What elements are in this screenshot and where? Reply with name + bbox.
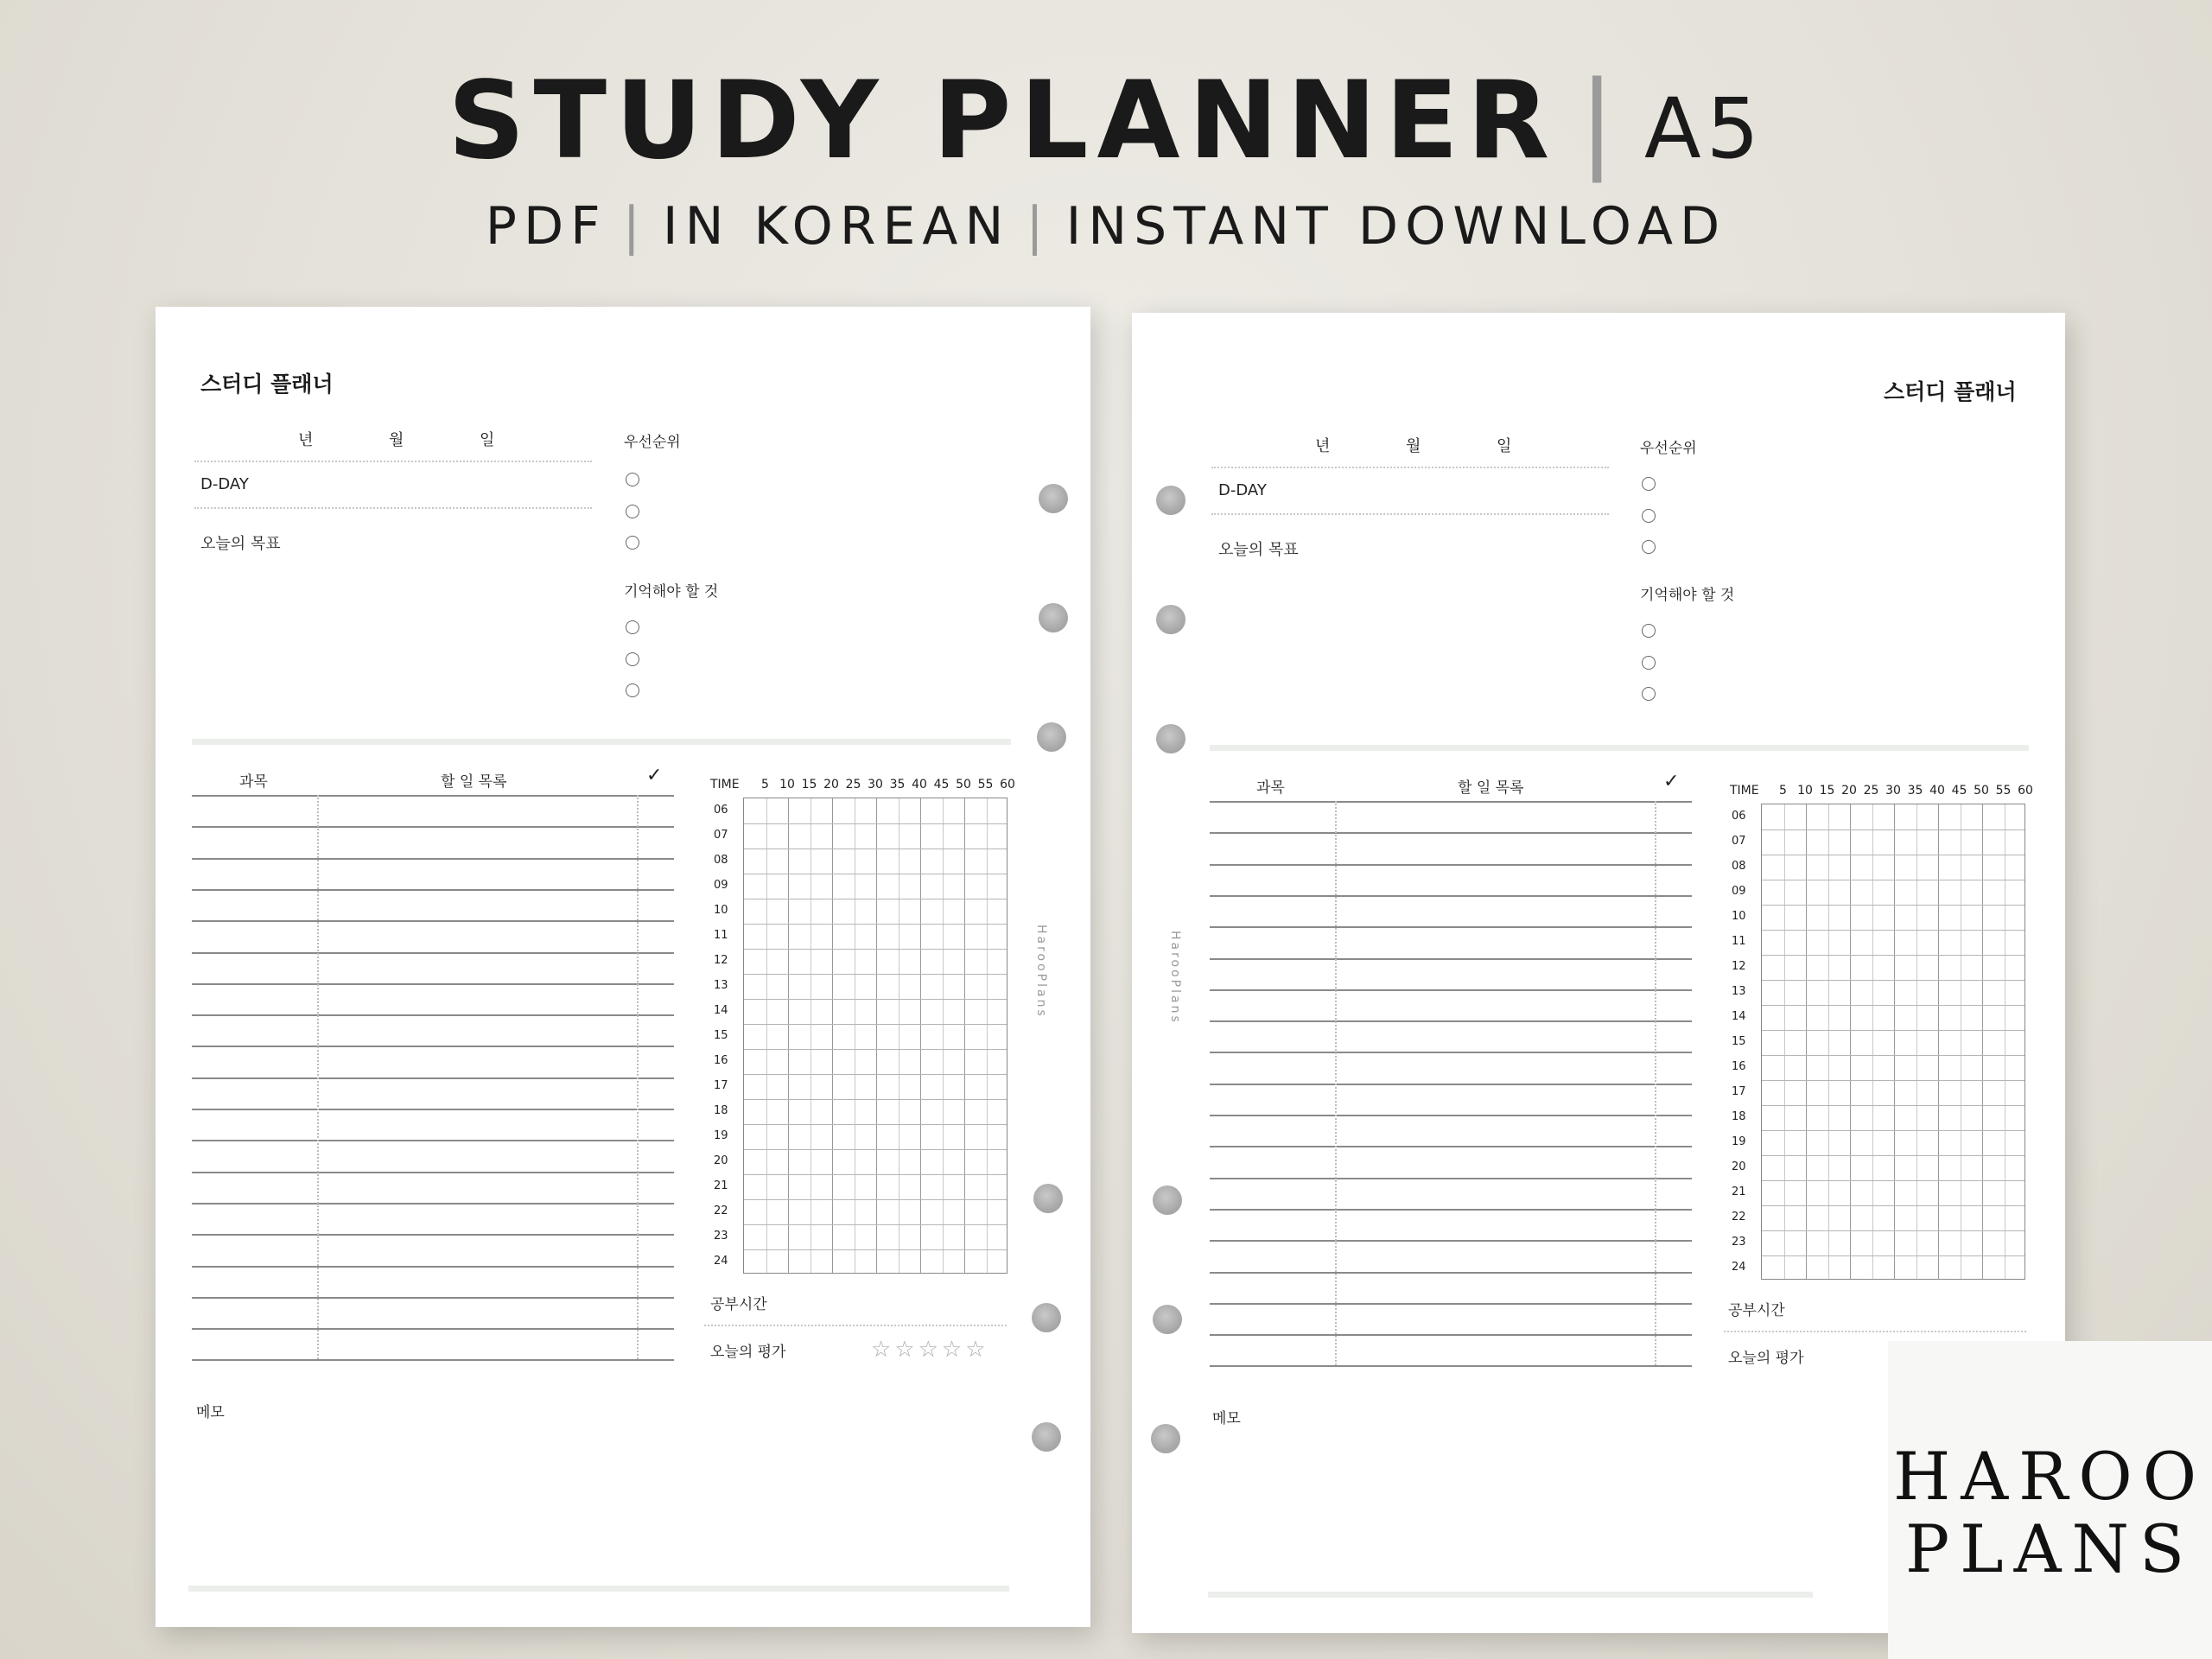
grid-row-line — [1762, 1255, 2024, 1256]
minute-label: 35 — [889, 778, 906, 791]
brand-logo — [1888, 1341, 2212, 1659]
grid-row-line — [744, 823, 1007, 824]
hour-label: 10 — [1732, 910, 1746, 923]
minute-label: 5 — [761, 778, 769, 791]
hour-label: 13 — [1732, 985, 1746, 998]
hero-title — [0, 60, 2212, 189]
hour-label: 13 — [714, 979, 728, 992]
priority-checkbox[interactable] — [1642, 540, 1656, 554]
grid-row-line — [1762, 1180, 2024, 1181]
hour-label: 14 — [1732, 1010, 1746, 1023]
hour-label: 23 — [1732, 1236, 1746, 1249]
hour-label: 20 — [1732, 1160, 1746, 1173]
todo-header: 할 일 목록 — [1458, 779, 1524, 797]
study-time-label: 공부시간 — [710, 1296, 767, 1313]
hour-label: 07 — [714, 829, 728, 842]
hour-label: 07 — [1732, 835, 1746, 848]
grid-column-line — [810, 798, 811, 1273]
grid-column-line — [1784, 804, 1785, 1279]
grid-row-line — [1762, 1105, 2024, 1106]
todo-row[interactable] — [1210, 958, 1692, 960]
minute-label: 35 — [1907, 784, 1923, 798]
memo-label: 메모 — [196, 1404, 225, 1421]
todo-column-divider — [1655, 801, 1656, 1365]
grid-column-line — [1850, 804, 1851, 1279]
minute-label: 10 — [1797, 784, 1813, 798]
grid-row-line — [1762, 1080, 2024, 1081]
minute-label: 60 — [2018, 784, 2033, 798]
hour-label: 15 — [1732, 1035, 1746, 1048]
grid-row-line — [1762, 1055, 2024, 1056]
grid-row-line — [744, 1149, 1007, 1150]
brand-vertical: HarooPlans — [1168, 931, 1182, 1025]
dday-label: D-DAY — [1218, 481, 1267, 499]
planner-page-left — [156, 307, 1090, 1627]
todo-row[interactable] — [192, 1077, 674, 1079]
grid-row-line — [1762, 905, 2024, 906]
time-grid[interactable] — [1761, 804, 2025, 1280]
logo-line-1: HAROO — [1893, 1438, 2207, 1515]
study-time-underline — [704, 1325, 1007, 1326]
binder-hole — [1156, 486, 1185, 515]
todo-row[interactable] — [192, 826, 674, 828]
todo-row[interactable] — [1210, 801, 1692, 803]
binder-hole — [1032, 1422, 1061, 1452]
hour-label: 16 — [1732, 1060, 1746, 1073]
binder-hole — [1039, 484, 1068, 513]
binder-hole — [1153, 1185, 1182, 1215]
grid-row-line — [1762, 1230, 2024, 1231]
binder-hole — [1151, 1424, 1180, 1453]
hour-label: 17 — [1732, 1085, 1746, 1098]
grid-row-line — [744, 1249, 1007, 1250]
grid-row-line — [744, 974, 1007, 975]
todo-header: 할 일 목록 — [441, 773, 507, 791]
priority-checkbox[interactable] — [626, 505, 639, 518]
minute-label: 45 — [1951, 784, 1967, 798]
todo-row[interactable] — [192, 889, 674, 891]
hour-label: 08 — [714, 854, 728, 867]
todo-row[interactable] — [1210, 832, 1692, 834]
date-underline — [1211, 467, 1609, 468]
evaluation-label: 오늘의 평가 — [1728, 1350, 1804, 1367]
priority-checkbox[interactable] — [626, 473, 639, 486]
day-label: 일 — [480, 431, 495, 449]
grid-row-line — [1762, 955, 2024, 956]
minute-label: 55 — [977, 778, 994, 791]
minute-label: 40 — [1929, 784, 1945, 798]
hour-label: 09 — [714, 879, 728, 892]
todo-column-divider — [317, 795, 319, 1359]
study-time-underline — [1724, 1331, 2026, 1332]
hero-sub-download: INSTANT DOWNLOAD — [1065, 196, 1727, 257]
minute-label: 15 — [801, 778, 817, 791]
page-title: 스터디 플래너 — [1884, 379, 2017, 404]
hour-label: 12 — [714, 954, 728, 967]
hour-label: 11 — [1732, 935, 1746, 948]
remember-checkbox[interactable] — [626, 652, 639, 666]
binder-hole — [1156, 724, 1185, 753]
goal-label: 오늘의 목표 — [1218, 541, 1299, 559]
hour-label: 23 — [714, 1230, 728, 1243]
minute-label: 15 — [1819, 784, 1835, 798]
grid-row-line — [744, 1124, 1007, 1125]
hour-label: 17 — [714, 1079, 728, 1092]
todo-row[interactable] — [1210, 1052, 1692, 1053]
time-grid[interactable] — [743, 798, 1007, 1274]
grid-column-line — [1828, 804, 1829, 1279]
grid-column-line — [964, 798, 965, 1273]
todo-column-divider — [1335, 801, 1337, 1365]
grid-row-line — [744, 1024, 1007, 1025]
study-time-label: 공부시간 — [1728, 1302, 1785, 1319]
check-header: ✓ — [1663, 771, 1680, 792]
minute-label: 30 — [1885, 784, 1901, 798]
binder-hole — [1156, 605, 1185, 634]
rating-stars[interactable]: ☆☆☆☆☆ — [871, 1337, 989, 1363]
grid-row-line — [744, 1099, 1007, 1100]
minute-label: 30 — [868, 778, 883, 791]
grid-column-line — [1894, 804, 1895, 1279]
grid-row-line — [744, 949, 1007, 950]
todo-row[interactable] — [192, 1109, 674, 1110]
memo-label: 메모 — [1212, 1410, 1241, 1427]
remember-checkbox[interactable] — [626, 620, 639, 634]
day-label: 일 — [1497, 437, 1512, 455]
todo-row[interactable] — [192, 920, 674, 922]
hour-label: 09 — [1732, 885, 1746, 898]
grid-column-line — [832, 798, 833, 1273]
grid-row-line — [744, 1049, 1007, 1050]
todo-row[interactable] — [1210, 1146, 1692, 1147]
grid-row-line — [744, 1224, 1007, 1225]
hour-label: 18 — [714, 1104, 728, 1117]
remember-checkbox[interactable] — [1642, 656, 1656, 670]
binder-hole — [1033, 1184, 1063, 1213]
subject-header: 과목 — [239, 773, 268, 791]
check-header: ✓ — [646, 765, 663, 786]
hour-label: 22 — [714, 1205, 728, 1217]
todo-row[interactable] — [192, 1266, 674, 1268]
date-underline — [194, 461, 592, 462]
section-divider — [192, 739, 1011, 745]
binder-hole — [1037, 722, 1066, 752]
grid-row-line — [744, 999, 1007, 1000]
todo-row[interactable] — [1210, 1115, 1692, 1116]
month-label: 월 — [389, 431, 404, 449]
grid-column-line — [920, 798, 921, 1273]
minute-label: 25 — [1863, 784, 1879, 798]
goal-label: 오늘의 목표 — [200, 535, 281, 553]
todo-row[interactable] — [1210, 1209, 1692, 1211]
year-label: 년 — [298, 431, 314, 449]
todo-row[interactable] — [1210, 926, 1692, 928]
remember-checkbox[interactable] — [1642, 624, 1656, 638]
hour-label: 19 — [714, 1129, 728, 1142]
hour-label: 21 — [1732, 1185, 1746, 1198]
year-label: 년 — [1315, 437, 1331, 455]
todo-row[interactable] — [192, 1234, 674, 1236]
hour-label: 18 — [1732, 1110, 1746, 1123]
hour-label: 11 — [714, 929, 728, 942]
todo-row[interactable] — [192, 1328, 674, 1330]
subject-header: 과목 — [1256, 779, 1285, 797]
minute-label: 25 — [845, 778, 861, 791]
grid-column-line — [788, 798, 789, 1273]
minute-label: 45 — [933, 778, 950, 791]
hour-label: 14 — [714, 1004, 728, 1017]
todo-row[interactable] — [192, 1140, 674, 1141]
todo-row[interactable] — [1210, 1272, 1692, 1274]
binder-hole — [1039, 603, 1068, 632]
todo-row[interactable] — [1210, 1178, 1692, 1179]
todo-row[interactable] — [192, 1014, 674, 1016]
hour-label: 06 — [1732, 810, 1746, 823]
binder-hole — [1032, 1303, 1061, 1332]
time-header: TIME — [710, 778, 740, 791]
hour-label: 19 — [1732, 1135, 1746, 1148]
minute-label: 40 — [912, 778, 927, 791]
priority-checkbox[interactable] — [1642, 509, 1656, 523]
priority-checkbox[interactable] — [1642, 477, 1656, 491]
todo-row[interactable] — [1210, 1334, 1692, 1336]
minute-label: 20 — [1841, 784, 1857, 798]
evaluation-label: 오늘의 평가 — [710, 1344, 786, 1361]
hero-title-text: STUDY PLANNER — [448, 59, 1559, 183]
todo-row[interactable] — [1210, 864, 1692, 866]
grid-column-line — [766, 798, 767, 1273]
hour-label: 16 — [714, 1054, 728, 1067]
remember-label: 기억해야 할 것 — [1640, 587, 1735, 604]
minute-label: 60 — [1000, 778, 1015, 791]
dday-label: D-DAY — [200, 475, 249, 493]
minute-label: 10 — [779, 778, 795, 791]
minute-label: 50 — [1974, 784, 1989, 798]
grid-column-line — [1938, 804, 1939, 1279]
logo-line-2: PLANS — [1904, 1510, 2196, 1587]
grid-row-line — [1762, 1205, 2024, 1206]
page-title: 스터디 플래너 — [200, 372, 334, 397]
minute-label: 55 — [1995, 784, 2012, 798]
binder-hole — [1153, 1305, 1182, 1334]
grid-row-line — [1762, 980, 2024, 981]
todo-row[interactable] — [1210, 895, 1692, 897]
todo-row[interactable] — [192, 1172, 674, 1173]
hero-sub-divider: | — [1026, 196, 1051, 257]
grid-row-line — [744, 924, 1007, 925]
grid-row-line — [1762, 1130, 2024, 1131]
todo-row[interactable] — [192, 1359, 674, 1361]
grid-column-line — [1982, 804, 1983, 1279]
minute-label: 50 — [956, 778, 971, 791]
todo-row[interactable] — [192, 952, 674, 954]
priority-checkbox[interactable] — [626, 536, 639, 550]
hero-sub-korean: IN KOREAN — [662, 196, 1011, 257]
hero-subtitle — [0, 192, 2212, 261]
todo-row[interactable] — [192, 1203, 674, 1205]
dday-underline — [194, 507, 592, 509]
hero-sub-pdf: PDF — [485, 196, 607, 257]
remember-checkbox[interactable] — [626, 683, 639, 697]
priority-label: 우선순위 — [624, 434, 681, 451]
grid-row-line — [744, 1199, 1007, 1200]
bottom-divider — [1208, 1592, 1813, 1598]
grid-row-line — [1762, 930, 2024, 931]
grid-column-line — [1872, 804, 1873, 1279]
dday-underline — [1211, 513, 1609, 515]
grid-column-line — [943, 798, 944, 1273]
minute-label: 5 — [1779, 784, 1787, 798]
todo-row[interactable] — [1210, 1365, 1692, 1367]
grid-column-line — [876, 798, 877, 1273]
remember-label: 기억해야 할 것 — [624, 583, 719, 601]
todo-row[interactable] — [1210, 1084, 1692, 1085]
hour-label: 21 — [714, 1179, 728, 1192]
todo-row[interactable] — [1210, 1240, 1692, 1242]
hour-label: 10 — [714, 904, 728, 917]
grid-row-line — [744, 1074, 1007, 1075]
time-header: TIME — [1730, 784, 1759, 798]
brand-vertical: HarooPlans — [1034, 925, 1048, 1019]
bottom-divider — [188, 1586, 1009, 1592]
hour-label: 06 — [714, 804, 728, 817]
hour-label: 08 — [1732, 860, 1746, 873]
hour-label: 22 — [1732, 1211, 1746, 1224]
grid-row-line — [1762, 1155, 2024, 1156]
hour-label: 15 — [714, 1029, 728, 1042]
section-divider — [1210, 745, 2029, 751]
todo-row[interactable] — [192, 795, 674, 797]
grid-row-line — [744, 1174, 1007, 1175]
hour-label: 20 — [714, 1154, 728, 1167]
todo-row[interactable] — [1210, 1303, 1692, 1305]
hour-label: 12 — [1732, 960, 1746, 973]
todo-row[interactable] — [192, 983, 674, 985]
todo-row[interactable] — [192, 1297, 674, 1299]
todo-row[interactable] — [192, 858, 674, 860]
todo-row[interactable] — [192, 1046, 674, 1047]
month-label: 월 — [1406, 437, 1421, 455]
hour-label: 24 — [714, 1255, 728, 1268]
hero-size: A5 — [1644, 80, 1764, 177]
grid-row-line — [1762, 1030, 2024, 1031]
todo-row[interactable] — [1210, 989, 1692, 991]
grid-row-line — [1762, 1005, 2024, 1006]
remember-checkbox[interactable] — [1642, 687, 1656, 701]
hero-sub-divider: | — [622, 196, 647, 257]
grid-column-line — [1916, 804, 1917, 1279]
grid-column-line — [987, 798, 988, 1273]
priority-label: 우선순위 — [1640, 440, 1697, 457]
hour-label: 24 — [1732, 1261, 1746, 1274]
todo-row[interactable] — [1210, 1020, 1692, 1022]
minute-label: 20 — [823, 778, 839, 791]
grid-column-line — [1806, 804, 1807, 1279]
hero-divider: | — [1579, 59, 1624, 183]
todo-column-divider — [637, 795, 639, 1359]
